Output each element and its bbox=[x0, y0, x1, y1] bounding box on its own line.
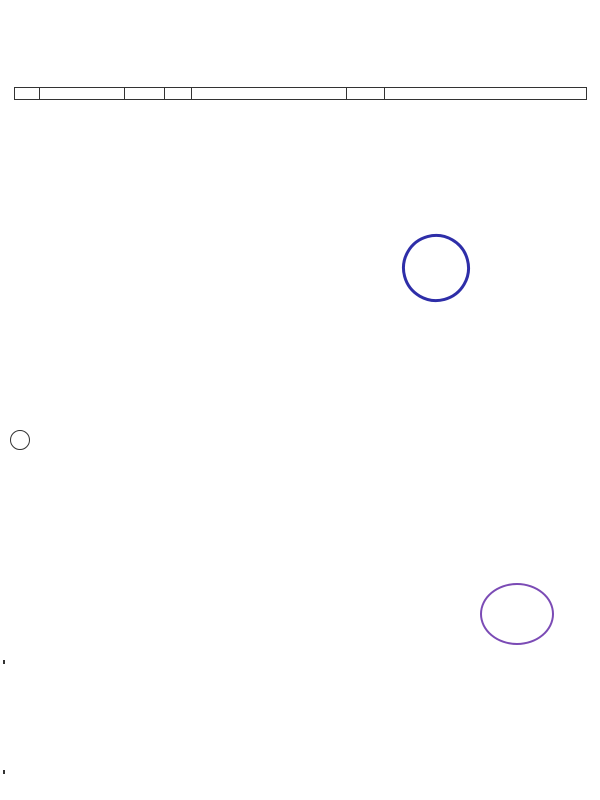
col-sno bbox=[15, 88, 40, 100]
col-remarks bbox=[347, 88, 385, 100]
runsheet-table bbox=[14, 87, 587, 100]
margin-tick bbox=[3, 660, 5, 664]
col-weight bbox=[125, 88, 165, 100]
col-pcs bbox=[165, 88, 192, 100]
table-header-row bbox=[15, 88, 587, 100]
col-consignee bbox=[192, 88, 347, 100]
row-9-circle-mark bbox=[10, 430, 30, 450]
seal-stamp-sai-educare bbox=[394, 226, 477, 309]
seal-text bbox=[404, 253, 464, 269]
barcode bbox=[232, 38, 360, 65]
seal-stamp-date bbox=[480, 583, 554, 645]
margin-tick bbox=[3, 770, 5, 774]
col-signature bbox=[385, 88, 587, 100]
col-consignment bbox=[40, 88, 125, 100]
